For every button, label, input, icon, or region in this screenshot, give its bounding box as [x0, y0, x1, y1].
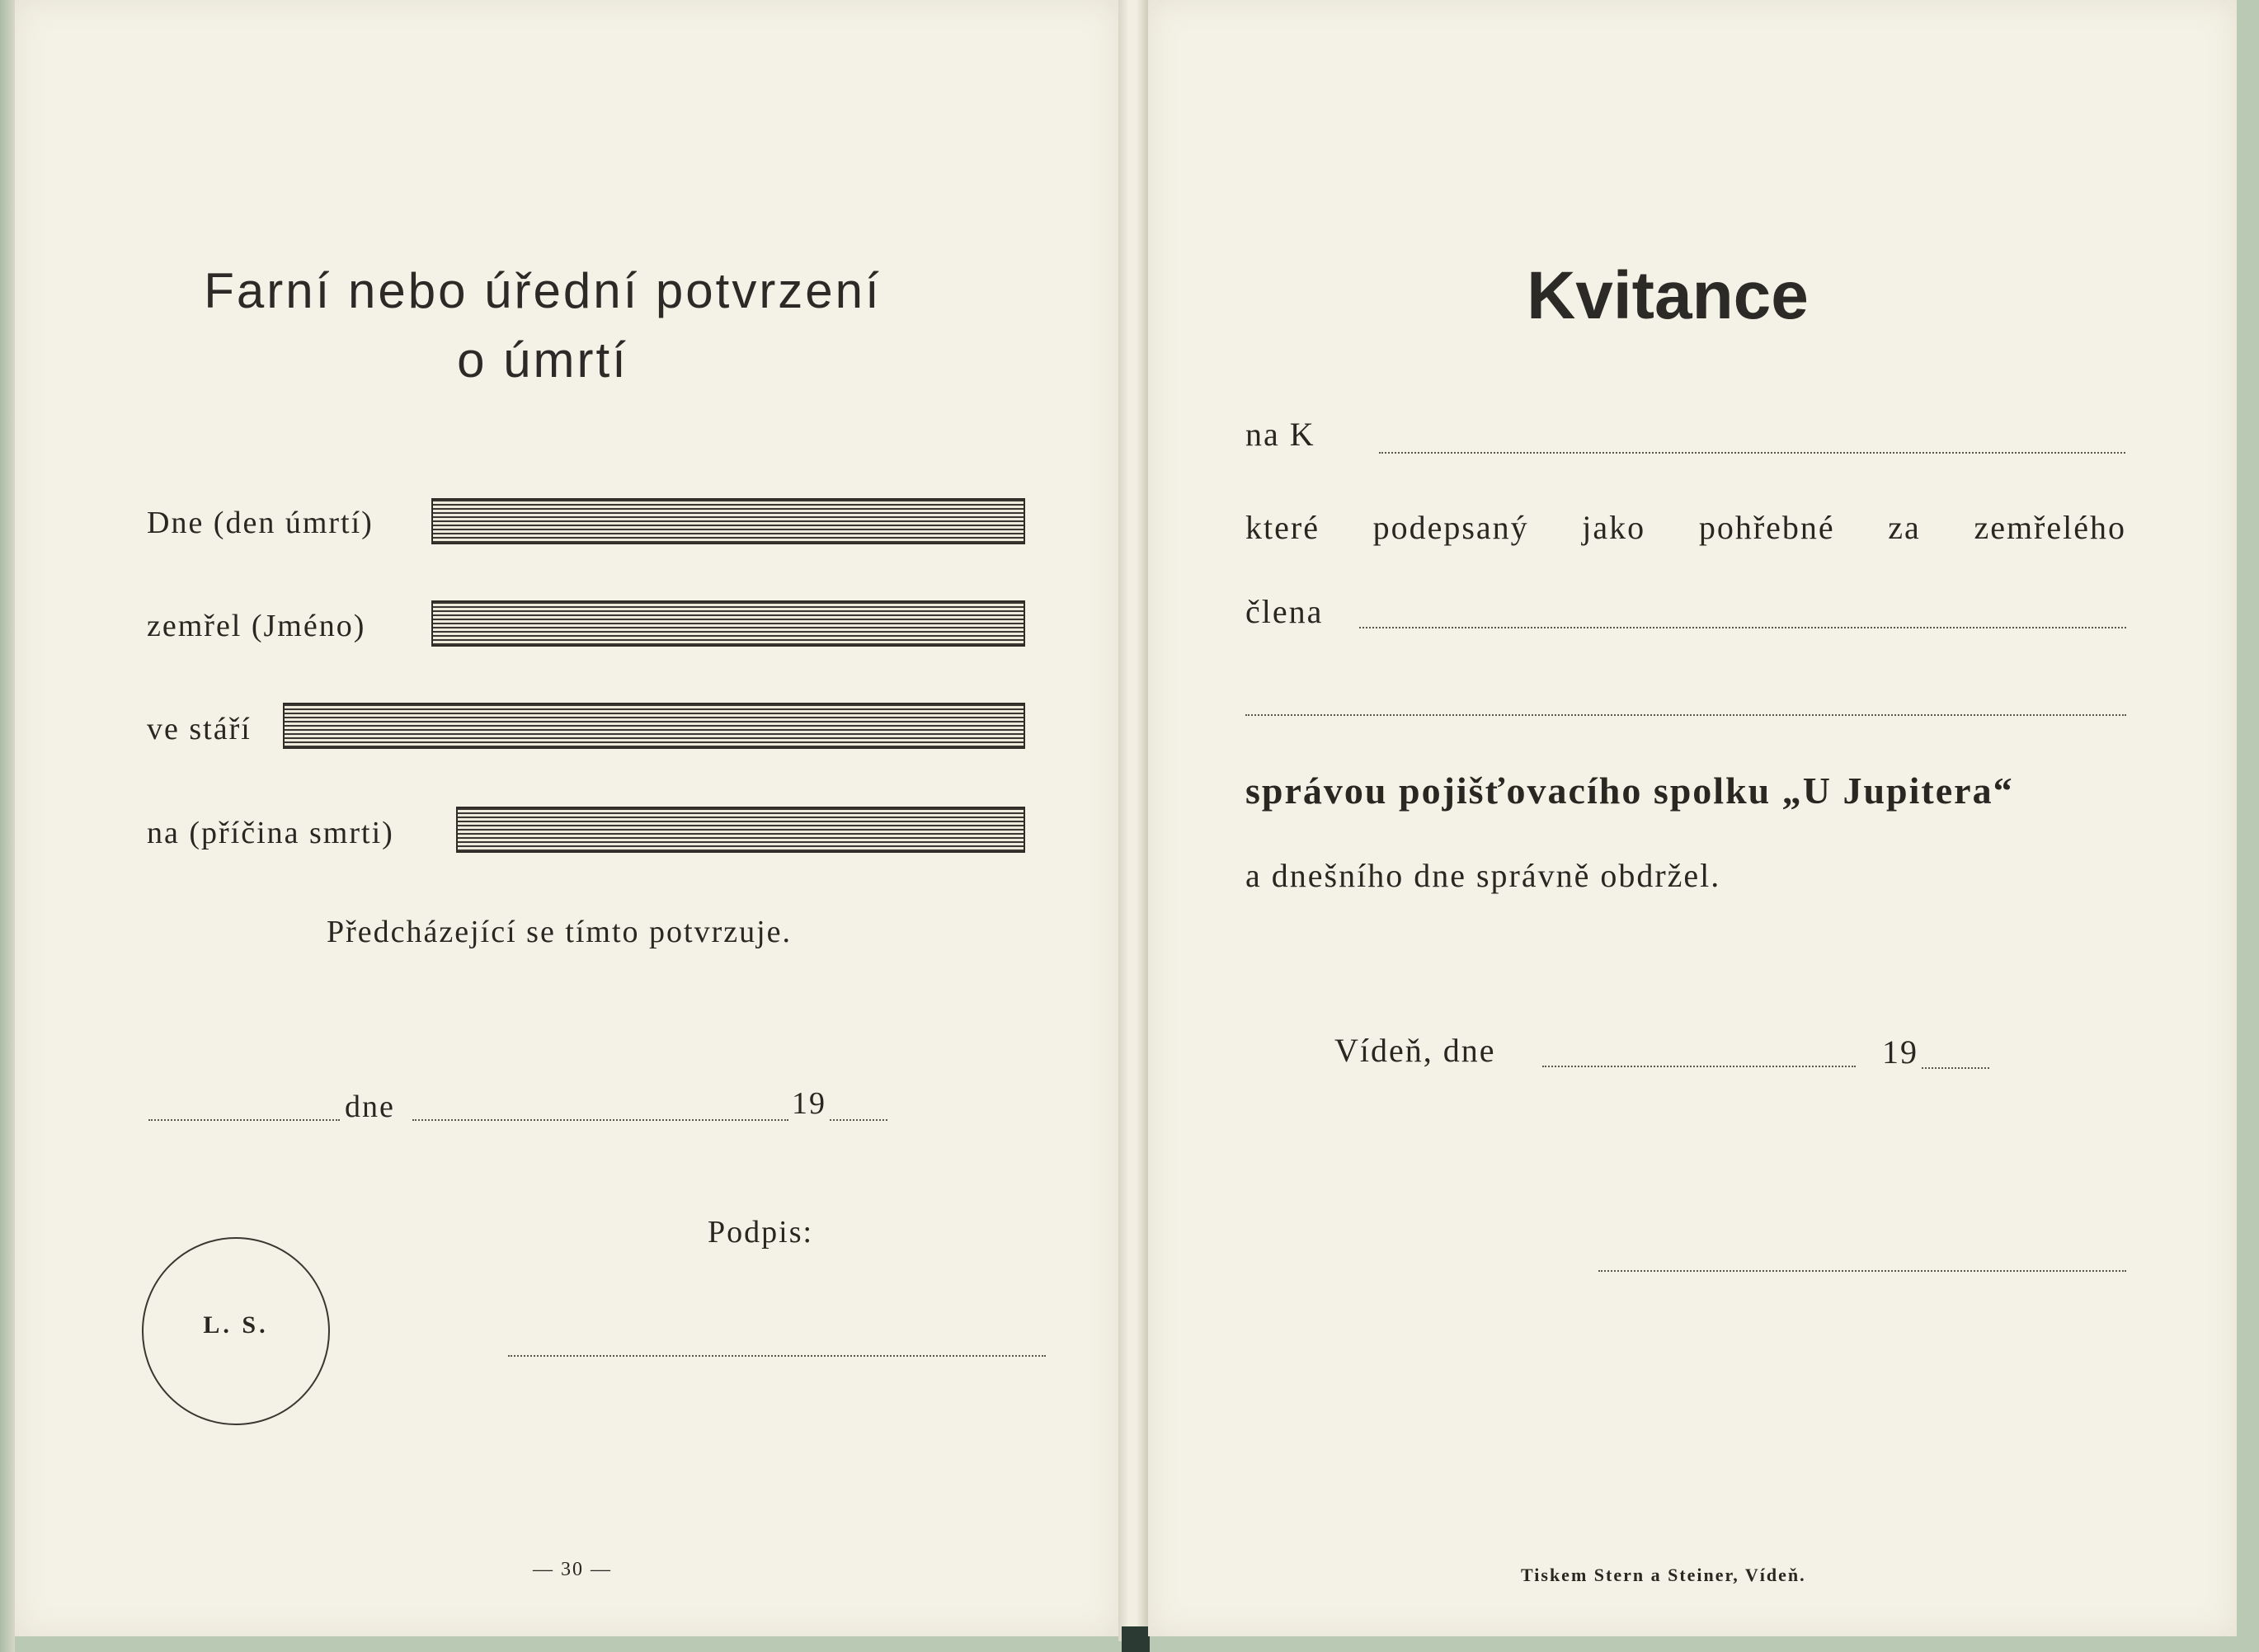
year-dotted-line-right: [1922, 1067, 1989, 1069]
right-page: [1148, 0, 2237, 1636]
signature-label: Podpis:: [708, 1215, 814, 1250]
confirmation-text: Předcházející se tímto potvrzuje.: [327, 915, 793, 949]
field-label-death-date: Dne (den úmrtí): [147, 506, 374, 540]
received-line: a dnešního dne správně obdržel.: [1245, 857, 1721, 894]
field-age: [283, 703, 1025, 749]
receipt-title: Kvitance: [1527, 258, 1809, 333]
date-dotted-line: [412, 1119, 788, 1121]
field-label-name: zemřel (Jméno): [147, 609, 366, 643]
year-dotted-line: [830, 1119, 887, 1121]
date-dotted-line-right: [1542, 1066, 1856, 1067]
book-edge: [0, 0, 15, 1652]
member-dotted-line-2: [1245, 714, 2126, 716]
place-dotted-line: [148, 1119, 340, 1121]
signature-dotted-line-right: [1598, 1270, 2126, 1272]
page-number: — 30 —: [533, 1559, 612, 1580]
left-title-line1: Farní nebo úřední potvrzení: [204, 263, 882, 318]
field-cause: [456, 807, 1025, 853]
left-title-line2: o úmrtí: [457, 332, 628, 388]
field-label-age: ve stáří: [147, 712, 252, 746]
signature-dotted-line: [508, 1355, 1046, 1357]
member-dotted-line: [1359, 627, 2126, 628]
field-death-date: [431, 498, 1025, 544]
seal-circle: [142, 1237, 330, 1425]
field-label-cause: na (příčina smrti): [147, 816, 394, 850]
year-prefix: 19: [792, 1086, 826, 1121]
seal-text: L. S.: [203, 1311, 269, 1339]
received-from-text: které podepsaný jako pohřebné za zemřelého: [1245, 509, 2126, 546]
date-label: dne: [345, 1090, 395, 1124]
member-label: člena: [1245, 593, 1324, 630]
field-name: [431, 600, 1025, 647]
place-date-label: Vídeň, dne: [1334, 1032, 1496, 1069]
amount-dotted-line: [1379, 452, 2125, 454]
association-line: správou pojišťovacího spolku „U Jupitera“: [1245, 770, 2014, 812]
amount-label: na K: [1245, 416, 1315, 453]
printer-credit: Tiskem Stern a Steiner, Vídeň.: [1521, 1565, 1806, 1585]
spine-bottom: [1122, 1626, 1150, 1652]
year-prefix-right: 19: [1882, 1033, 1918, 1071]
book-spine: [1118, 0, 1148, 1641]
